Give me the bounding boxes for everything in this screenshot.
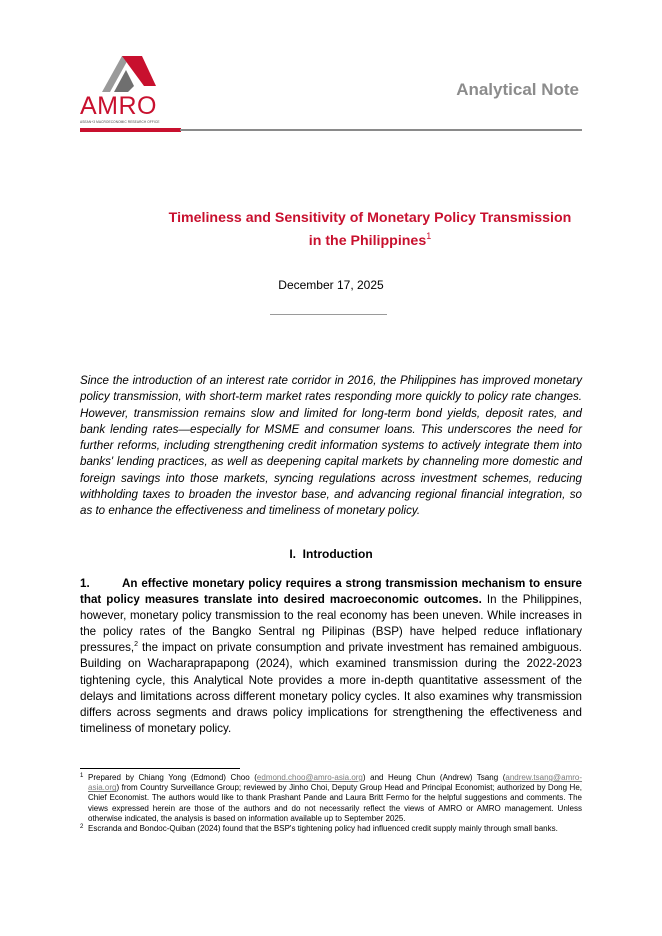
footnote-1 [80,773,582,824]
title-line-2 [80,227,660,250]
footnote-1-part2: ) and Heung Chun (Andrew) Tsang ( [362,773,506,782]
footnote-1-part1: Prepared by Chiang Yong (Edmond) Choo ( [88,773,257,782]
email-link-andrew[interactable]: andrew.tsang@amro-asia.org [88,773,583,793]
paragraph-1 [80,576,582,737]
logo-red-bar [80,128,181,132]
header-divider [180,129,582,131]
footnote-2-text: Escranda and Bondoc-Quiban (2024) found that the BSP's tightening policy had influenced credit supply mainly through small banks. [88,824,558,834]
paragraph-number: 1. [80,577,90,590]
logo-subtitle: ASEAN+3 MACROECONOMIC RESEARCH OFFICE [80,120,160,124]
publication-date: December 17, 2025 [278,278,384,292]
paragraph-lead-sentence: An effective monetary policy requires a strong transmission mechanism to ensure that policy measures translate into desired macroeconomic outcomes. [80,577,582,607]
footnote-divider [80,768,240,769]
document-type-label: Analytical Note [456,80,579,99]
footnote-1-mark: 1 [80,773,84,779]
footnote-1-part3: ) from Country Surveillance Group; reviewed by Jinho Choi, Deputy Group Head and Principal Economist; authorized by Dong He, Chief Economist. The authors would like to thank Prashant Pande and Laura Britt Fermo for the helpful suggestions and comments. The views expressed herein are those of the authors and do not necessarily reflect the views of AMRO or AMRO management. Unless otherwise indicated, the analysis is based on information available up to September 2025. [88,783,582,823]
email-link-edmond[interactable]: edmond.choo@amro-asia.org [256,773,363,782]
date-divider [270,314,387,315]
logo-wordmark: AMRO [80,92,157,120]
section-heading [0,547,662,561]
title-line-2-text: in the Philippines [308,233,427,249]
amro-logo [80,56,184,134]
section-number: I. [289,547,296,561]
footnote-2-mark: 2 [80,824,84,831]
section-title: Introduction [302,547,373,561]
document-title [80,209,660,250]
paragraph-text-a: In the Philippines, however, monetary policy transmission to the real economy has been uneven. While increases in the policy rates of the Bangko Sentral ng Pilipinas (BSP) have helped reduce inflationary pressures, [80,593,582,655]
footnotes [80,773,582,834]
title-line-1: Timeliness and Sensitivity of Monetary Policy Transmission [168,210,572,226]
footnote-2 [80,824,582,834]
abstract: Since the introduction of an interest rate corridor in 2016, the Philippines has improved monetary policy transmission, with short-term market rates responding more quickly to policy rate changes. However, transmission remains slow and limited for long-term bond yields, deposit rates, and bank lending rates—especially for MSME and consumer loans. This underscores the need for further reforms, including strengthening credit information systems to actively integrate them into banks' lending practices, as well as deepening capital markets by channeling more domestic and foreign savings into those markets, syncing regulations across investment schemes, reducing withholding taxes to broaden the investor base, and advancing regional financial integration, so as to enhance the effectiveness and timeliness of monetary policy. [80,374,582,518]
title-footnote-ref[interactable]: 1 [426,231,432,241]
amro-logo-mark-icon [98,56,158,92]
paragraph-footnote-ref[interactable]: 2 [134,641,139,649]
paragraph-text-b: the impact on private consumption and private investment has remained ambiguous. Building on Wacharaprapapong (2024), which examined transmission during the 2022-2023 tightening cycle, this Analytical Note provides a more in-depth quantitative assessment of the delays and limitations across different monetary policy cycles. It also examines why transmission differs across segments and draws policy implications for strengthening the effectiveness and timeliness of monetary policy. [80,641,582,735]
